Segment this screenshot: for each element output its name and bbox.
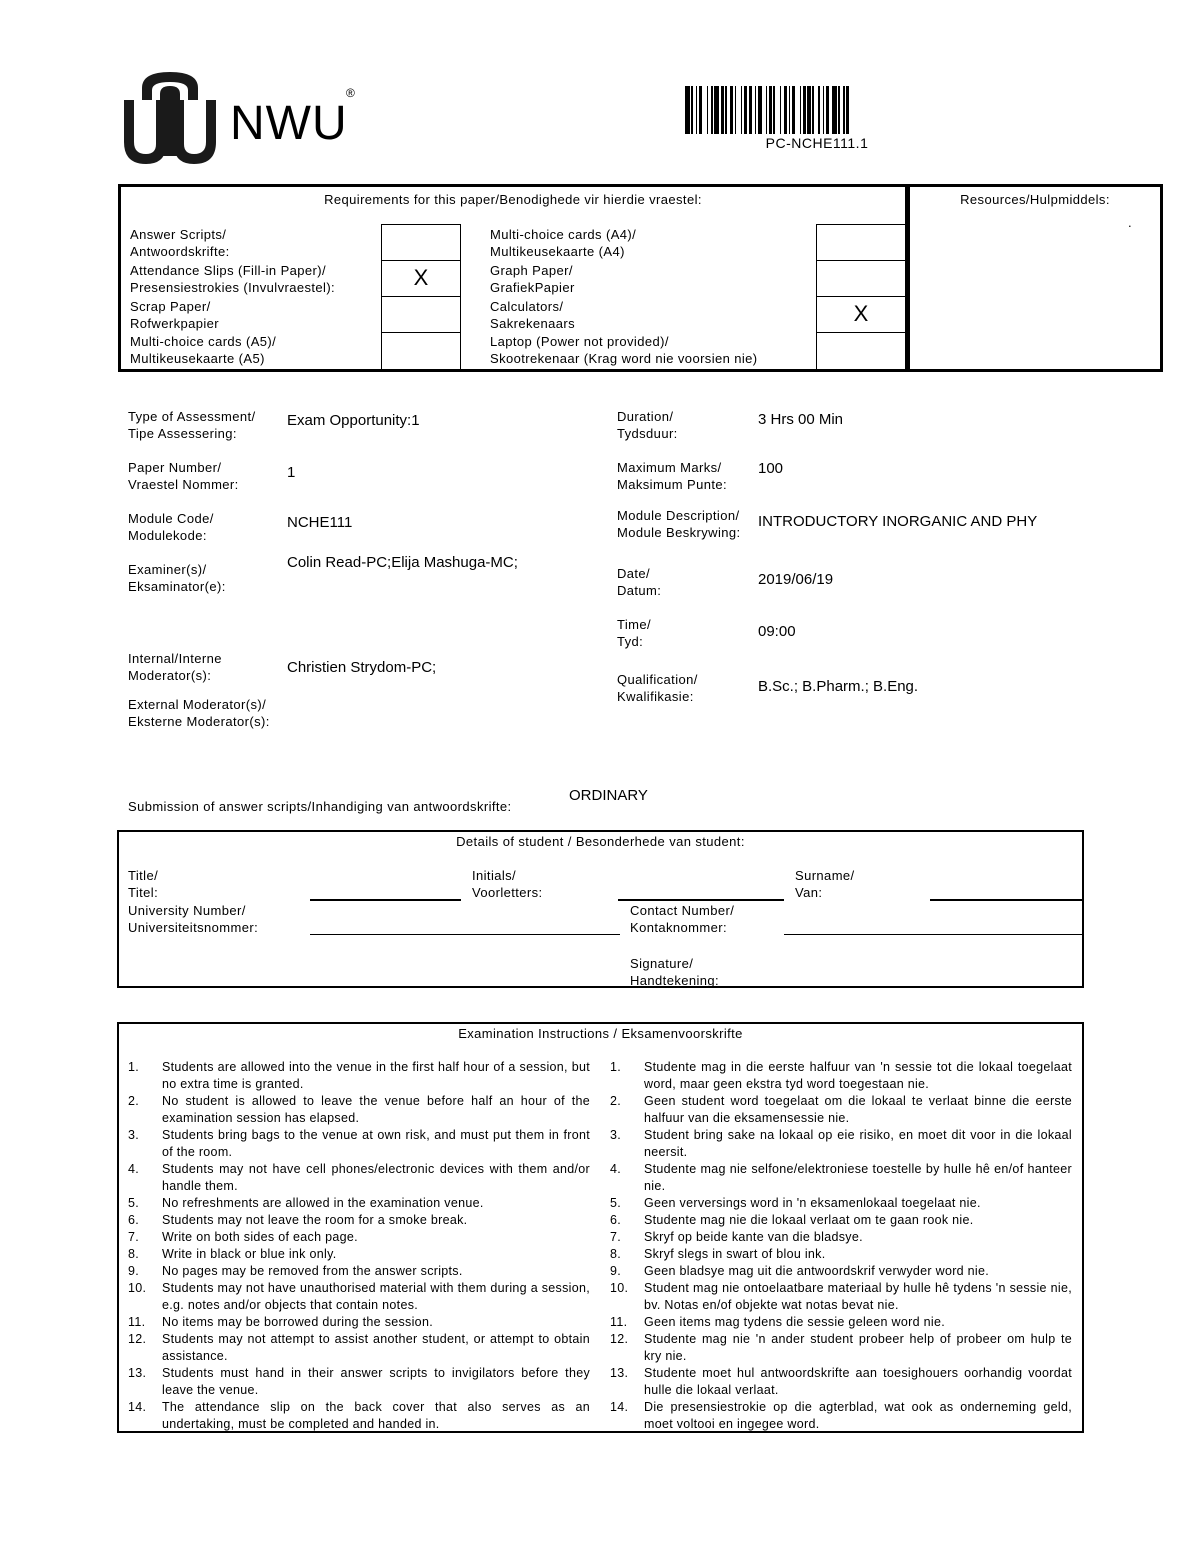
instruction-text: Skryf slegs in swart of blou ink. <box>644 1247 826 1261</box>
afrikaans-instruction-item <box>600 1314 1072 1331</box>
checkbox-laptop[interactable] <box>816 332 906 370</box>
instruction-text: Write on both sides of each page. <box>162 1230 358 1244</box>
instruction-number: 13. <box>610 1366 629 1380</box>
req-mc-cards-a4: Multi-choice cards (A4)/ Multikeusekaarte (A4) <box>490 227 637 259</box>
university-number-label: University Number/ Universiteitsnommer: <box>128 903 259 935</box>
maximum-marks-label: Maximum Marks/ Maksimum Punte: <box>617 460 728 492</box>
barcode-bar <box>773 86 775 134</box>
english-instruction-item <box>118 1263 590 1280</box>
barcode-bar <box>823 86 825 134</box>
instruction-text: Students may not attempt to assist another student, or attempt to obtain assistance. <box>162 1332 590 1363</box>
afrikaans-instruction-item <box>600 1399 1072 1433</box>
instruction-text: Student bring sake na lokaal op eie risiko, en moet dit voor in die lokaal neersit. <box>644 1128 1072 1159</box>
type-of-assessment-value: Exam Opportunity:1 <box>287 412 420 429</box>
checkbox-answer-scripts[interactable] <box>381 224 461 261</box>
barcode <box>685 86 949 134</box>
barcode-bar <box>843 86 845 134</box>
examiner-value: Colin Read-PC;Elija Mashuga-MC; <box>287 554 518 571</box>
english-instruction-item <box>118 1059 590 1093</box>
instruction-text: No pages may be removed from the answer scripts. <box>162 1264 463 1278</box>
english-instruction-item <box>118 1229 590 1246</box>
instruction-text: Students may not have unauthorised material with them during a session, e.g. notes and/or objects that contain notes. <box>162 1281 590 1312</box>
req-graph-paper: Graph Paper/ GrafiekPapier <box>490 263 575 295</box>
registered-mark: ® <box>346 86 355 100</box>
instruction-text: Write in black or blue ink only. <box>162 1247 337 1261</box>
barcode-bar <box>691 86 693 134</box>
instruction-text: Students may not have cell phones/electronic devices with them and/or handle them. <box>162 1162 590 1193</box>
afrikaans-instruction-item <box>600 1331 1072 1365</box>
instruction-number: 10. <box>128 1281 147 1295</box>
barcode-bar <box>769 86 772 134</box>
checkbox-attendance-slips[interactable]: X <box>381 260 461 297</box>
instruction-number: 12. <box>610 1332 629 1346</box>
instruction-text: Students must hand in their answer scripts to invigilators before they leave the venue. <box>162 1366 590 1397</box>
req-scrap-paper: Scrap Paper/ Rofwerkpapier <box>130 299 220 331</box>
signature-label: Signature/ Handtekening: <box>630 956 720 988</box>
university-number-field[interactable] <box>310 934 620 935</box>
afrikaans-instruction-item <box>600 1195 1072 1212</box>
instruction-text: Geen student word toegelaat om die lokaal te verlaat binne die eerste halfuur van die eksamensessie nie. <box>644 1094 1072 1125</box>
afrikaans-instruction-item <box>600 1365 1072 1399</box>
instruction-number: 12. <box>128 1332 147 1346</box>
resources-value: . <box>1128 215 1133 230</box>
afrikaans-instruction-item <box>600 1161 1072 1195</box>
instruction-text: The attendance slip on the back cover that also serves as an undertaking, must be completed and handed in. <box>162 1400 590 1431</box>
barcode-bar <box>800 86 802 134</box>
instruction-text: Studente mag nie 'n ander student probeer help of probeer om hulp te kry nie. <box>644 1332 1072 1363</box>
barcode-bar <box>749 86 752 134</box>
english-instruction-item <box>118 1399 590 1433</box>
instruction-number: 6. <box>128 1213 140 1227</box>
requirements-title: Requirements for this paper/Benodighede vir hierdie vraestel: <box>324 192 702 207</box>
barcode-bar <box>721 86 724 134</box>
barcode-bar <box>766 86 768 134</box>
surname-field[interactable] <box>930 899 1082 901</box>
contact-number-field[interactable] <box>784 934 1082 935</box>
instructions-english-list <box>118 1059 590 1433</box>
checkbox-calculators[interactable]: X <box>816 296 906 333</box>
instruction-number: 7. <box>128 1230 140 1244</box>
afrikaans-instruction-item <box>600 1093 1072 1127</box>
barcode-bar <box>711 86 713 134</box>
barcode-bar <box>826 86 829 134</box>
module-description-label: Module Description/ Module Beskrywing: <box>617 508 741 540</box>
barcode-bar <box>725 86 727 134</box>
instructions-title: Examination Instructions / Eksamenvoorskrifte <box>458 1026 743 1041</box>
logo-wordmark: NWU <box>230 97 348 150</box>
english-instruction-item <box>118 1161 590 1195</box>
instruction-number: 14. <box>610 1400 629 1414</box>
checkbox-mc-cards-a5[interactable] <box>381 332 461 370</box>
duration-label: Duration/ Tydsduur: <box>617 409 678 441</box>
barcode-bar <box>846 86 849 134</box>
instruction-number: 2. <box>128 1094 140 1108</box>
barcode-bar <box>707 86 709 134</box>
afrikaans-instruction-item <box>600 1212 1072 1229</box>
time-value: 09:00 <box>758 623 796 640</box>
title-label: Title/ Titel: <box>128 868 159 900</box>
instruction-number: 9. <box>128 1264 140 1278</box>
barcode-bar <box>784 86 787 134</box>
barcode-bar <box>789 86 791 134</box>
english-instruction-item <box>118 1365 590 1399</box>
examiner-label: Examiner(s)/ Eksaminator(e): <box>128 562 226 594</box>
barcode-bar <box>818 86 820 134</box>
instruction-number: 2. <box>610 1094 622 1108</box>
afrikaans-instruction-item <box>600 1263 1072 1280</box>
instruction-number: 5. <box>128 1196 140 1210</box>
module-description-value: INTRODUCTORY INORGANIC AND PHY <box>758 513 1038 530</box>
instruction-text: No refreshments are allowed in the examination venue. <box>162 1196 484 1210</box>
english-instruction-item <box>118 1331 590 1365</box>
instruction-text: Geen items mag tydens die sessie geleen word nie. <box>644 1315 945 1329</box>
barcode-bar <box>730 86 733 134</box>
external-moderator-label: External Moderator(s)/ Eksterne Moderator(s): <box>128 697 270 729</box>
instruction-number: 4. <box>128 1162 140 1176</box>
instruction-text: Skryf op beide kante van die bladsye. <box>644 1230 863 1244</box>
barcode-bar <box>755 86 757 134</box>
english-instruction-item <box>118 1314 590 1331</box>
contact-number-label: Contact Number/ Kontaknommer: <box>630 903 735 935</box>
instruction-number: 8. <box>610 1247 622 1261</box>
instruction-text: Students bring bags to the venue at own risk, and must put them in front of the room. <box>162 1128 590 1159</box>
barcode-bar <box>807 86 810 134</box>
instruction-text: Students may not leave the room for a smoke break. <box>162 1213 468 1227</box>
maximum-marks-value: 100 <box>758 460 784 477</box>
module-code-value: NCHE111 <box>287 514 353 531</box>
barcode-bar <box>741 86 743 134</box>
instruction-number: 10. <box>610 1281 629 1295</box>
initials-label: Initials/ Voorletters: <box>472 868 543 900</box>
english-instruction-item <box>118 1093 590 1127</box>
type-of-assessment-label: Type of Assessment/ Tipe Assessering: <box>128 409 256 441</box>
instruction-text: Die presensiestrokie op die agterblad, wat ook as onderneming geld, moet voltooi en ingegee word. <box>644 1400 1072 1431</box>
nwu-logo <box>120 70 370 170</box>
instruction-text: Geen verversings word in 'n eksamenlokaal toegelaat nie. <box>644 1196 981 1210</box>
instruction-text: Student mag nie ontoelaatbare materiaal by hulle hê tydens 'n sessie nie, bv. Notas en/of objekte wat notas bevat nie. <box>644 1281 1072 1312</box>
submission-value: ORDINARY <box>569 787 648 804</box>
time-label: Time/ Tyd: <box>617 617 652 649</box>
paper-number-label: Paper Number/ Vraestel Nommer: <box>128 460 239 492</box>
afrikaans-instruction-item <box>600 1229 1072 1246</box>
instruction-number: 8. <box>128 1247 140 1261</box>
barcode-bar <box>792 86 795 134</box>
english-instruction-item <box>118 1212 590 1229</box>
instruction-number: 3. <box>610 1128 622 1142</box>
surname-label: Surname/ Van: <box>795 868 855 900</box>
barcode-bar <box>803 86 806 134</box>
instruction-text: Students are allowed into the venue in the first half hour of a session, but no extra time is granted. <box>162 1060 590 1091</box>
checkbox-mc-cards-a4[interactable] <box>816 224 906 261</box>
barcode-bar <box>714 86 719 134</box>
paper-number-value: 1 <box>287 464 296 481</box>
barcode-bar <box>699 86 702 134</box>
instruction-number: 6. <box>610 1213 622 1227</box>
internal-moderator-label: Internal/Interne Moderator(s): <box>128 651 222 683</box>
checkbox-scrap-paper[interactable] <box>381 296 461 333</box>
instruction-number: 1. <box>610 1060 622 1074</box>
instruction-text: Studente moet hul antwoordskrifte aan toesighouers oorhandig voordat hulle die lokaal verlaat. <box>644 1366 1072 1397</box>
barcode-bar <box>735 86 737 134</box>
req-attendance-slips: Attendance Slips (Fill-in Paper)/ Presensiestrokies (Invulvraestel): <box>130 263 336 295</box>
instruction-number: 11. <box>610 1315 628 1329</box>
instruction-text: Studente mag nie die lokaal verlaat om te gaan rook nie. <box>644 1213 974 1227</box>
date-value: 2019/06/19 <box>758 571 834 588</box>
req-mc-cards-a5: Multi-choice cards (A5)/ Multikeusekaarte (A5) <box>130 334 277 366</box>
instruction-text: Studente mag nie selfone/elektroniese toestelle by hulle hê en/of hanteer nie. <box>644 1162 1072 1193</box>
internal-moderator-value: Christien Strydom-PC; <box>287 659 437 676</box>
instructions-afrikaans-list <box>600 1059 1072 1433</box>
instruction-number: 3. <box>128 1128 140 1142</box>
nwu-emblem-icon <box>120 70 220 168</box>
afrikaans-instruction-item <box>600 1127 1072 1161</box>
resources-title: Resources/Hulpmiddels: <box>960 192 1110 207</box>
duration-value: 3 Hrs 00 Min <box>758 411 844 428</box>
english-instruction-item <box>118 1195 590 1212</box>
instruction-text: Geen bladsye mag uit die antwoordskrif verwyder word nie. <box>644 1264 990 1278</box>
barcode-bar <box>685 86 690 134</box>
barcode-bar <box>832 86 837 134</box>
instruction-text: No student is allowed to leave the venue before half an hour of the examination session has elapsed. <box>162 1094 590 1125</box>
checkbox-graph-paper[interactable] <box>816 260 906 297</box>
instruction-number: 9. <box>610 1264 622 1278</box>
instruction-number: 7. <box>610 1230 622 1244</box>
barcode-bar <box>838 86 840 134</box>
initials-field[interactable] <box>618 899 784 901</box>
afrikaans-instruction-item <box>600 1246 1072 1263</box>
instruction-text: Studente mag in die eerste halfuur van 'n sessie tot die lokaal toegelaat word, maar geen ekstra tyd word toegestaan nie. <box>644 1060 1072 1091</box>
instruction-number: 14. <box>128 1400 147 1414</box>
submission-label: Submission of answer scripts/Inhandiging van antwoordskrifte: <box>128 799 512 814</box>
qualification-value: B.Sc.; B.Pharm.; B.Eng. <box>758 678 919 695</box>
module-code-label: Module Code/ Modulekode: <box>128 511 214 543</box>
req-calculators: Calculators/ Sakrekenaars <box>490 299 576 331</box>
qualification-label: Qualification/ Kwalifikasie: <box>617 672 698 704</box>
instruction-text: No items may be borrowed during the session. <box>162 1315 433 1329</box>
barcode-label: PC-NCHE111.1 <box>765 135 869 151</box>
afrikaans-instruction-item <box>600 1280 1072 1314</box>
instruction-number: 5. <box>610 1196 622 1210</box>
english-instruction-item <box>118 1127 590 1161</box>
english-instruction-item <box>118 1280 590 1314</box>
title-field[interactable] <box>310 899 461 901</box>
instruction-number: 1. <box>128 1060 140 1074</box>
instruction-number: 13. <box>128 1366 147 1380</box>
barcode-bar <box>744 86 747 134</box>
resources-box <box>907 184 1163 372</box>
req-answer-scripts: Answer Scripts/ Antwoordskrifte: <box>130 227 230 259</box>
instruction-number: 11. <box>128 1315 146 1329</box>
barcode-bar <box>780 86 782 134</box>
barcode-bar <box>812 86 814 134</box>
req-laptop: Laptop (Power not provided)/ Skootrekenaar (Krag word nie voorsien nie) <box>490 334 758 366</box>
student-details-box <box>117 830 1084 988</box>
barcode-bar <box>696 86 698 134</box>
barcode-bar <box>758 86 763 134</box>
instruction-number: 4. <box>610 1162 622 1176</box>
student-details-title: Details of student / Besonderhede van student: <box>456 834 745 849</box>
english-instruction-item <box>118 1246 590 1263</box>
afrikaans-instruction-item <box>600 1059 1072 1093</box>
date-label: Date/ Datum: <box>617 566 662 598</box>
